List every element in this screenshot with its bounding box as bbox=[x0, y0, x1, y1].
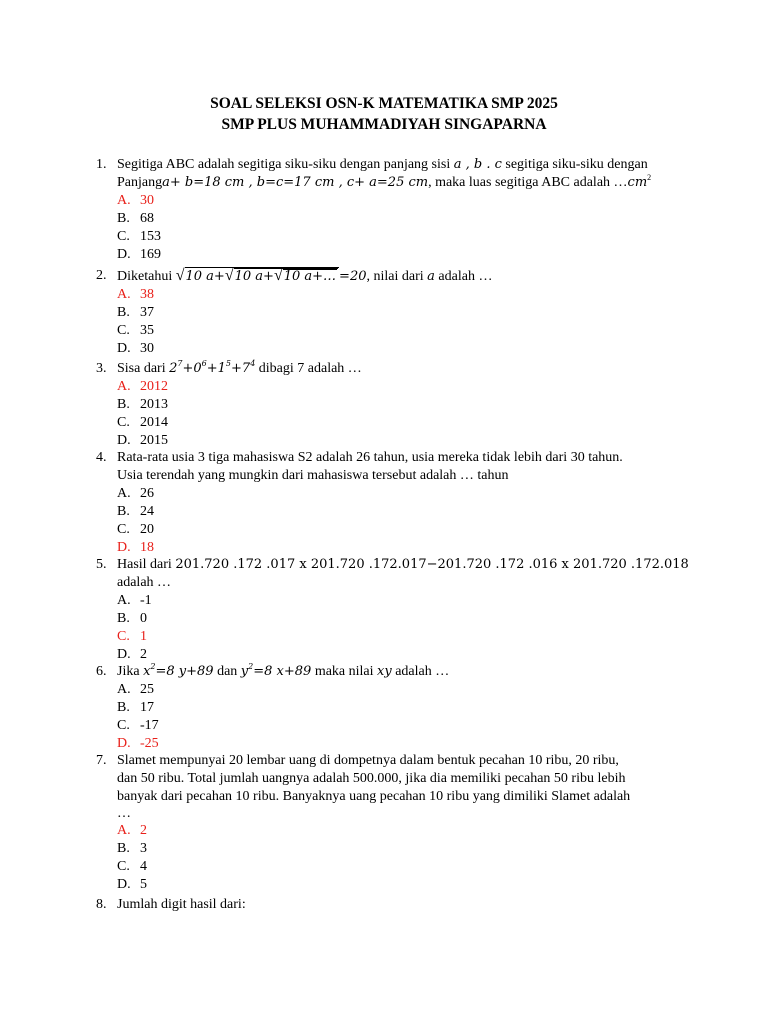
option-b: B. 3 bbox=[117, 841, 147, 856]
option-c: C. 2014 bbox=[117, 415, 168, 430]
option-c: C. 35 bbox=[117, 323, 154, 338]
question-text: Hasil dari 201.720 .172 .017 x 201.720 .172.017−201.720 .172 .016 x 201.720 .172.018 bbox=[117, 557, 689, 572]
option-a: A. 38 bbox=[117, 287, 154, 302]
option-b: B. 24 bbox=[117, 504, 154, 519]
option-a: A. 30 bbox=[117, 193, 154, 208]
question-text: banyak dari pecahan 10 ribu. Banyaknya uang pecahan 10 ribu yang dimiliki Slamet adalah bbox=[117, 789, 631, 804]
question-6 bbox=[96, 663, 696, 753]
option-d: D. -25 bbox=[117, 736, 159, 751]
question-1 bbox=[96, 156, 696, 264]
option-c: C. -17 bbox=[117, 718, 159, 733]
option-a: A. 25 bbox=[117, 682, 154, 697]
question-text: Slamet mempunyai 20 lembar uang di dompetnya dalam bentuk pecahan 10 ribu, 20 ribu, bbox=[117, 753, 619, 768]
question-5 bbox=[96, 556, 696, 664]
question-text: adalah … bbox=[117, 575, 172, 590]
option-b: B. 37 bbox=[117, 305, 154, 320]
document-title: SOAL SELEKSI OSN-K MATEMATIKA SMP 2025 bbox=[210, 95, 558, 112]
option-d: D. 30 bbox=[117, 341, 154, 356]
power-sum: $2^7+0^6+1^5+7^4$ bbox=[169, 359, 256, 376]
question-text: … bbox=[117, 806, 131, 821]
option-d: D. 18 bbox=[117, 540, 154, 555]
option-c: C. 1 bbox=[117, 629, 147, 644]
question-text: Jika $x^2=8$ y+89 dan $y^2=8$ x+89 maka nilai xy adalah … bbox=[117, 662, 450, 679]
option-c: C. 153 bbox=[117, 229, 161, 244]
question-3 bbox=[96, 360, 696, 450]
option-a: A. 2012 bbox=[117, 379, 168, 394]
option-b: B. 0 bbox=[117, 611, 147, 626]
question-text: Rata-rata usia 3 tiga mahasiswa S2 adalah 26 tahun, usia mereka tidak lebih dari 30 tahun. bbox=[117, 450, 623, 465]
question-text: Panjanga+ b=18 cm , b=c=17 cm , c+ a=25 cm, maka luas segitiga ABC adalah $\dots cm^2$ bbox=[117, 173, 652, 190]
question-4 bbox=[96, 449, 696, 557]
question-number: 3. bbox=[96, 361, 107, 376]
option-a: A. 26 bbox=[117, 486, 154, 501]
question-8 bbox=[96, 896, 696, 914]
option-d: D. 2015 bbox=[117, 433, 168, 448]
question-number: 1. bbox=[96, 157, 107, 172]
option-b: B. 68 bbox=[117, 211, 154, 226]
question-number: 4. bbox=[96, 450, 107, 465]
option-d: D. 2 bbox=[117, 647, 147, 662]
option-b: B. 2013 bbox=[117, 397, 168, 412]
question-number: 8. bbox=[96, 897, 107, 912]
option-b: B. 17 bbox=[117, 700, 154, 715]
option-d: D. 169 bbox=[117, 247, 161, 262]
question-number: 5. bbox=[96, 557, 107, 572]
option-c: C. 20 bbox=[117, 522, 154, 537]
question-text: Segitiga ABC adalah segitiga siku-siku dengan panjang sisi a , b . c segitiga siku-siku dengan bbox=[117, 157, 648, 172]
option-c: C. 4 bbox=[117, 859, 147, 874]
question-number: 6. bbox=[96, 664, 107, 679]
question-text: Sisa dari $2^7+0^6+1^5+7^4$ dibagi 7 adalah … bbox=[117, 359, 362, 376]
question-text: Jumlah digit hasil dari: bbox=[117, 897, 246, 912]
question-text: Diketahui √10 a+√10 a+√10 a+… =20, nilai dari a adalah … bbox=[117, 267, 493, 284]
question-2 bbox=[96, 267, 696, 358]
document-subtitle: SMP PLUS MUHAMMADIYAH SINGAPARNA bbox=[221, 116, 547, 133]
option-a: A. 2 bbox=[117, 823, 147, 838]
option-d: D. 5 bbox=[117, 877, 147, 892]
option-a: A. -1 bbox=[117, 593, 152, 608]
question-number: 2. bbox=[96, 268, 107, 283]
nested-radical: √10 a+√10 a+√10 a+… bbox=[176, 269, 339, 284]
question-7 bbox=[96, 752, 696, 894]
question-number: 7. bbox=[96, 753, 107, 768]
question-text: dan 50 ribu. Total jumlah uangnya adalah 500.000, jika dia memiliki pecahan 50 ribu lebih bbox=[117, 771, 626, 786]
question-text: Usia terendah yang mungkin dari mahasiswa tersebut adalah … tahun bbox=[117, 468, 509, 483]
